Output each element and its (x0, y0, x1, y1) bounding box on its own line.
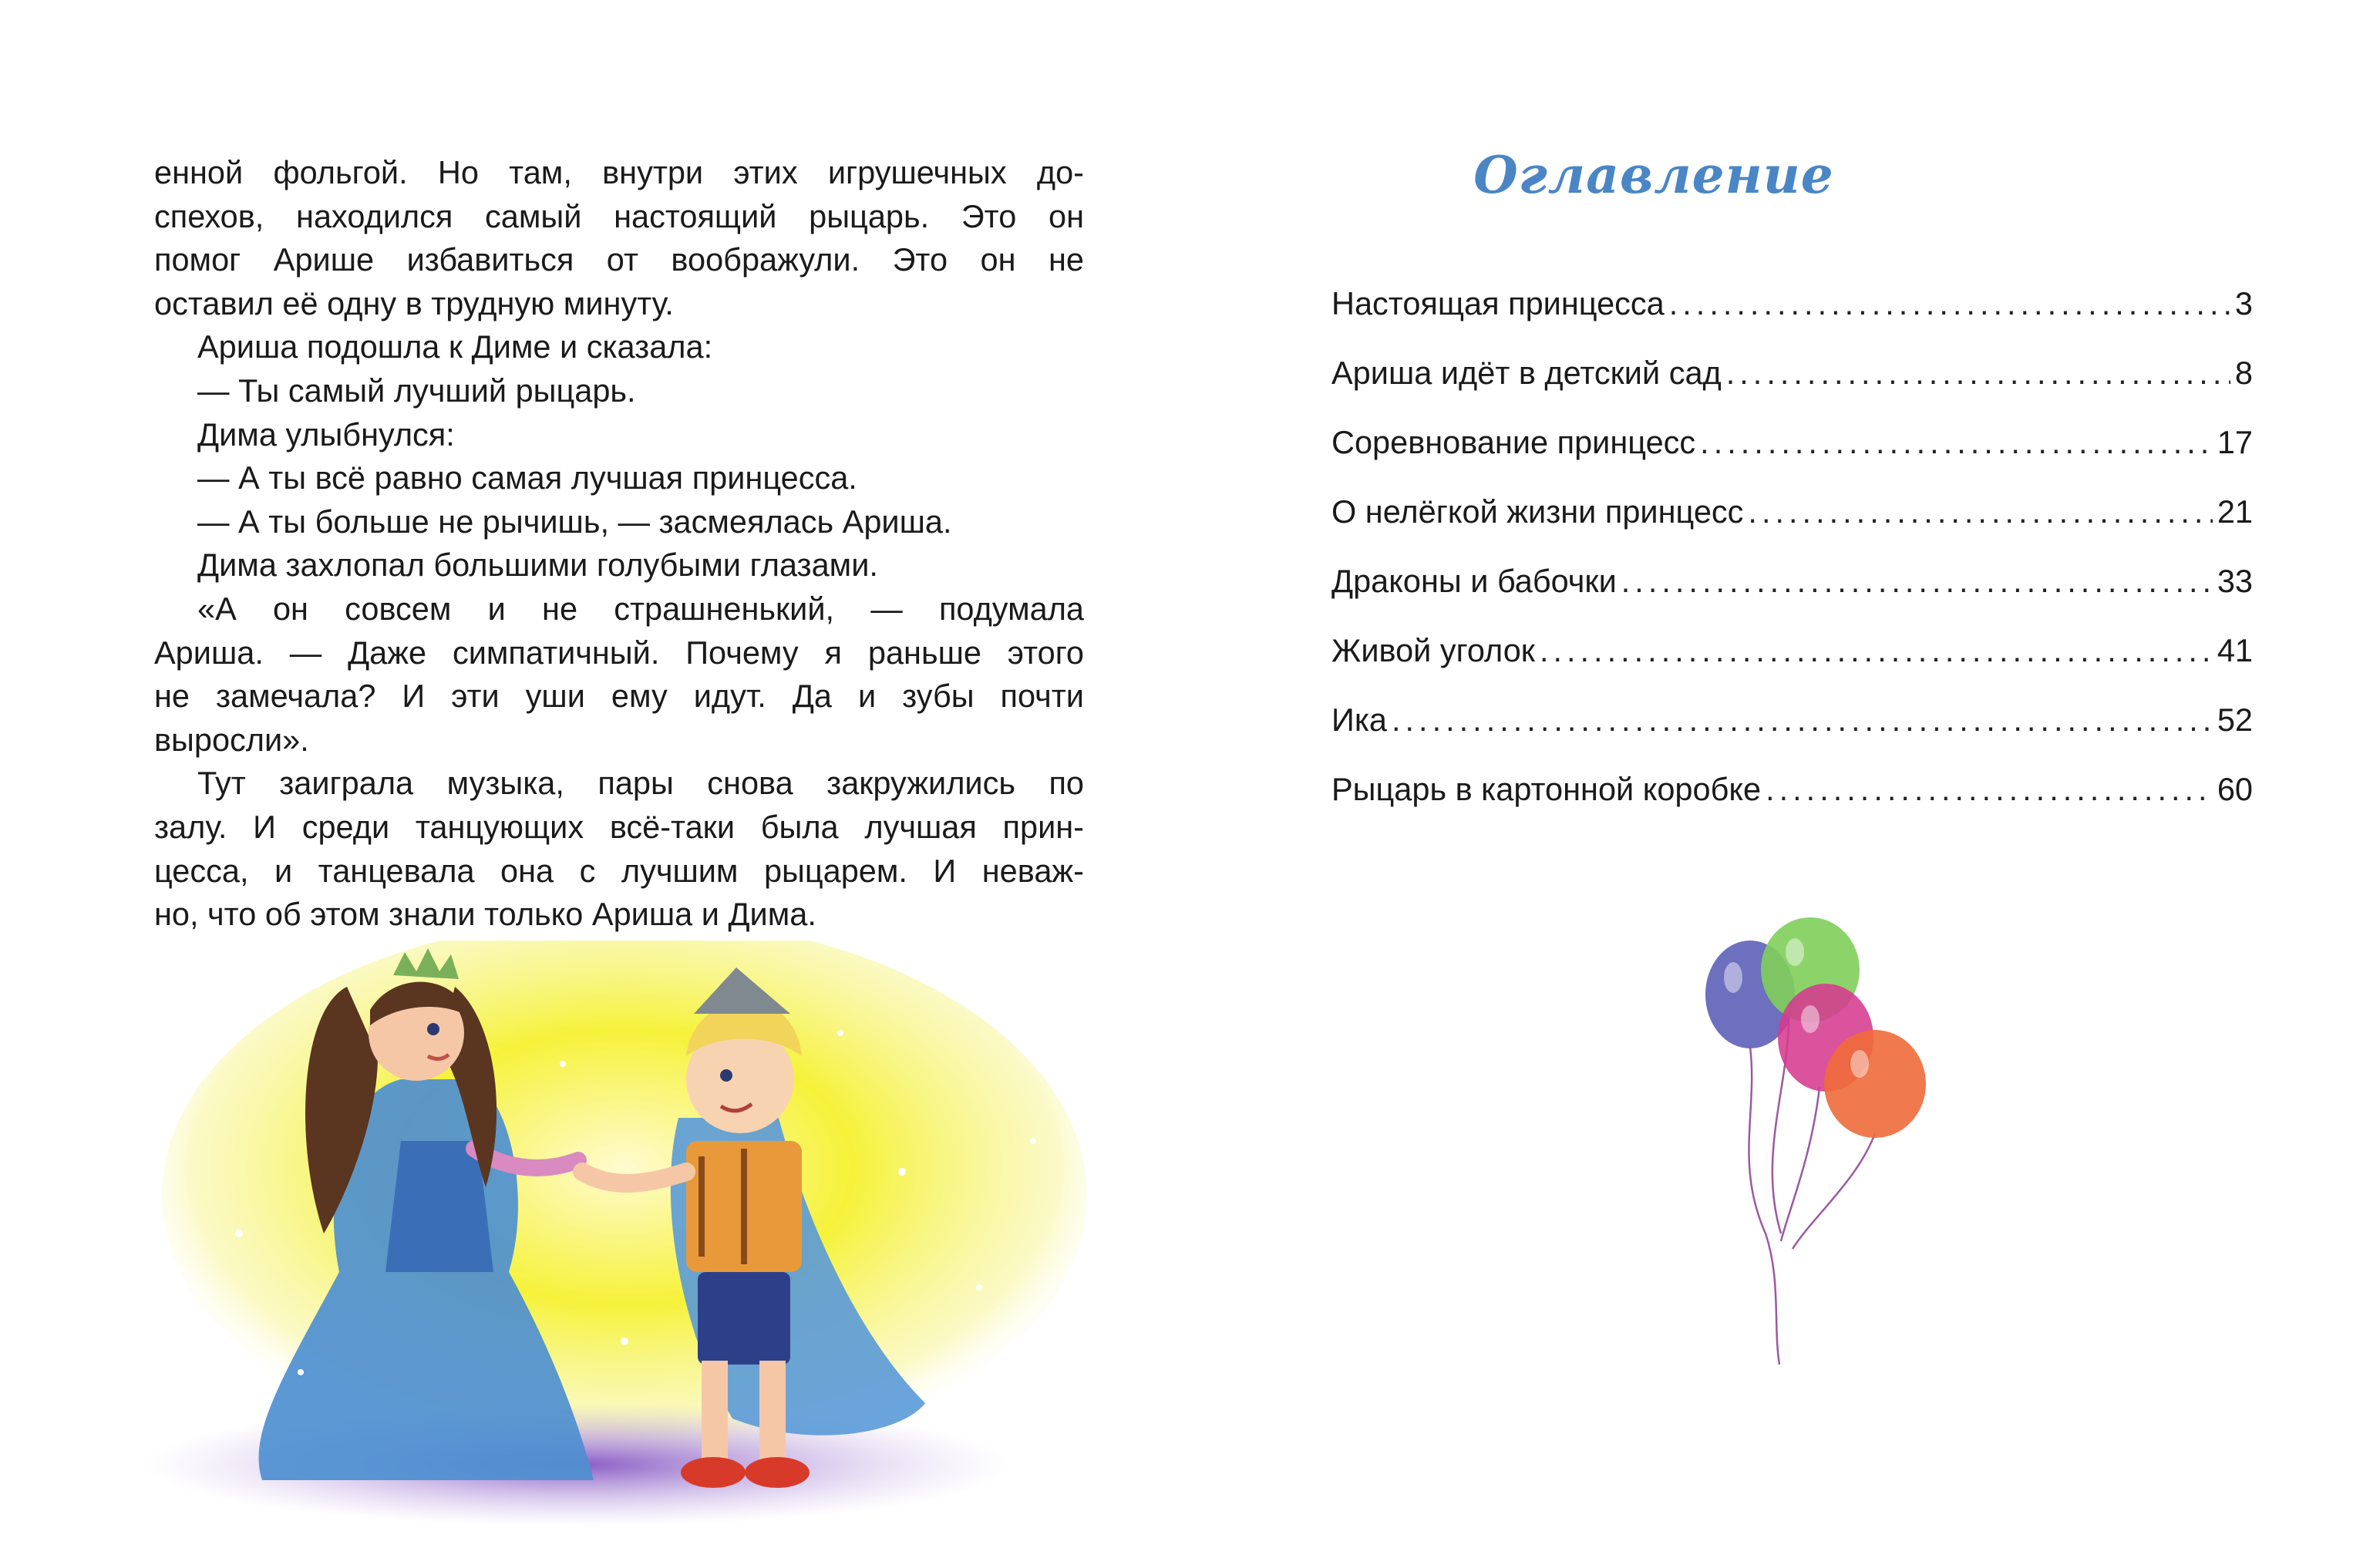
toc-entry-page: 52 (2217, 702, 2253, 738)
toc-title: Оглавление (1473, 145, 1834, 205)
toc-entry-page: 17 (2217, 424, 2253, 460)
toc-entry-title: Ика (1331, 702, 1387, 738)
toc-leader-dots (1392, 702, 2213, 739)
story-line: — А ты больше не рычишь, — засмеялась Ариша. (197, 503, 952, 540)
balloons-illustration (1658, 910, 1935, 1372)
story-line: Дима захлопал большими голубыми глазами. (197, 547, 878, 584)
toc-leader-dots (1748, 493, 2212, 530)
story-line: помог Арише избавиться от воображули. Это он не (154, 241, 1084, 278)
toc-entry-page: 3 (2234, 285, 2253, 321)
toc-leader-dots (1669, 285, 2230, 322)
toc-entry-title: Живой уголок (1331, 632, 1535, 668)
toc-entry[interactable] (1331, 285, 2253, 355)
toc-entry-page: 60 (2217, 771, 2253, 807)
story-line: спехов, находился самый настоящий рыцарь. Это он (154, 197, 1084, 234)
story-line: Ариша подошла к Диме и сказала: (197, 328, 713, 365)
toc-leader-dots (1766, 771, 2213, 808)
toc-entry-page: 21 (2217, 493, 2253, 530)
story-line: — А ты всё равно самая лучшая принцесса. (197, 459, 857, 496)
story-line: не замечала? И эти уши ему идут. Да и зубы почти (154, 678, 1084, 715)
story-line: Тут заиграла музыка, пары снова закружились по (197, 765, 1084, 802)
toc-entry[interactable] (1331, 424, 2253, 493)
toc-entry[interactable] (1331, 563, 2253, 632)
story-line: залу. И среди танцующих всё-таки была лучшая прин- (154, 808, 1084, 845)
story-line: Дима улыбнулся: (197, 416, 455, 453)
toc-entry-page: 8 (2234, 355, 2253, 391)
story-line: енной фольгой. Но там, внутри этих игрушечных до- (154, 154, 1084, 190)
table-of-contents (1331, 285, 2253, 840)
toc-leader-dots (1700, 424, 2213, 461)
story-line: «А он совсем и не страшненький, — подумала (197, 590, 1084, 627)
story-line: цесса, и танцевала она с лучшим рыцарем. И неваж- (154, 852, 1084, 889)
toc-entry[interactable] (1331, 493, 2253, 563)
toc-entry-title: Настоящая принцесса (1331, 285, 1665, 321)
toc-leader-dots (1540, 632, 2213, 669)
toc-leader-dots (1621, 563, 2213, 600)
story-line: но, что об этом знали только Ариша и Дима. (154, 896, 816, 933)
toc-entry-title: Соревнование принцесс (1331, 424, 1696, 460)
toc-entry[interactable] (1331, 632, 2253, 702)
toc-entry-title: Драконы и бабочки (1331, 563, 1617, 599)
toc-entry-title: О нелёгкой жизни принцесс (1331, 493, 1744, 530)
toc-entry[interactable] (1331, 355, 2253, 424)
toc-entry-page: 33 (2217, 563, 2253, 599)
story-line: — Ты самый лучший рыцарь. (197, 372, 636, 409)
story-text (154, 151, 1084, 937)
toc-leader-dots (1726, 355, 2230, 392)
toc-entry[interactable] (1331, 702, 2253, 771)
princess-and-knight-illustration (146, 941, 1095, 1526)
story-line: Ариша. — Даже симпатичный. Почему я раньше этого (154, 634, 1084, 671)
story-line: выросли». (154, 721, 309, 758)
toc-entry-title: Ариша идёт в детский сад (1331, 355, 1722, 391)
toc-entry-page: 41 (2217, 632, 2253, 668)
story-line: оставил её одну в трудную минуту. (154, 284, 674, 321)
toc-entry-title: Рыцарь в картонной коробке (1331, 771, 1762, 807)
toc-entry[interactable] (1331, 771, 2253, 840)
